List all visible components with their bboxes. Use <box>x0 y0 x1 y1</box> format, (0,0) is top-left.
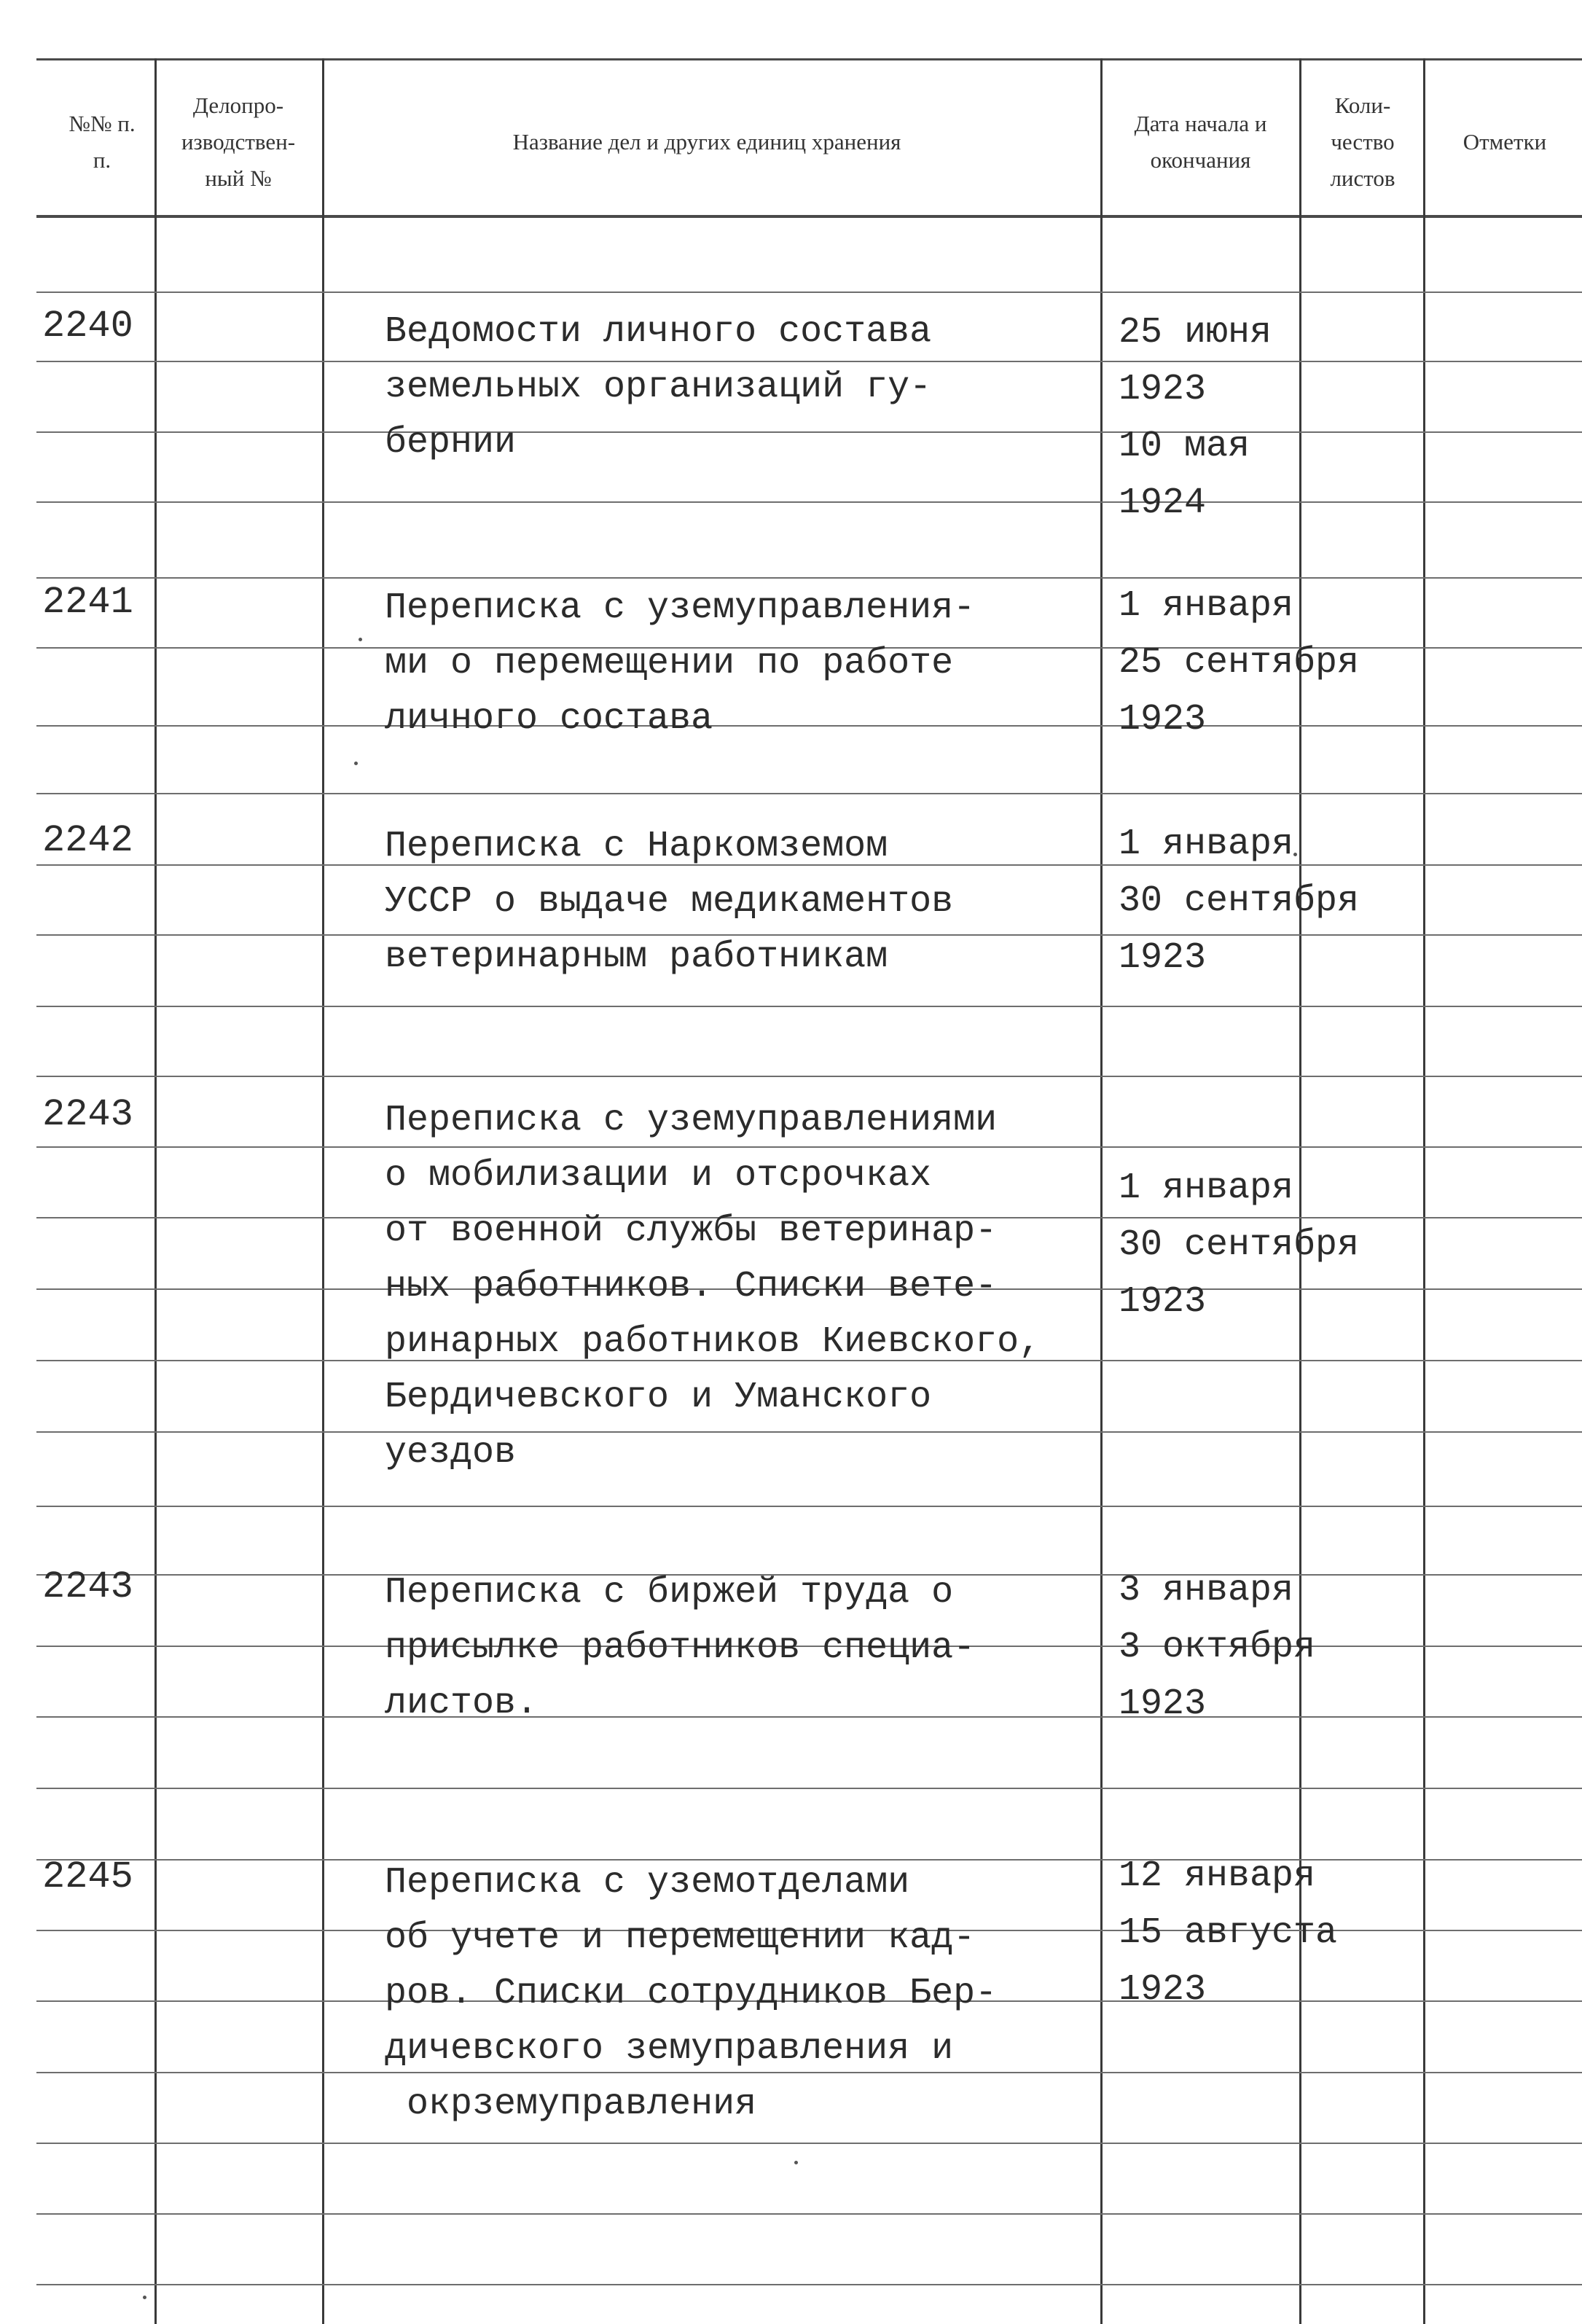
table-top-line <box>36 58 1582 60</box>
entry-date-line: 1 января <box>1119 823 1294 865</box>
entry-date-line: 1 января <box>1119 1167 1294 1209</box>
entry-title-line: ров. Списки сотрудников Бер- <box>385 1973 998 2014</box>
entry-title-line: Переписка с биржей труда о <box>385 1572 954 1613</box>
ruled-line <box>36 577 1582 579</box>
entry-date-line: 1923 <box>1119 937 1207 979</box>
ruled-line <box>36 1006 1582 1007</box>
ruled-line <box>36 1788 1582 1789</box>
entry-title-line: ветеринарным работникам <box>385 936 888 978</box>
scan-speck <box>354 762 358 765</box>
entry-title-line: ных работников. Списки вете- <box>385 1266 998 1307</box>
ruled-line <box>36 2213 1582 2215</box>
entry-title-line: ринарных работников Киевского, <box>385 1321 1041 1363</box>
entry-number: 2241 <box>42 581 133 624</box>
ruled-line <box>36 1716 1582 1718</box>
entry-title-line: Переписка с уземотделами <box>385 1862 910 1904</box>
entry-title-line: дичевского земуправления и <box>385 2028 954 2070</box>
entry-title-line: о мобилизации и отсрочках <box>385 1155 932 1197</box>
entry-title-line: Переписка с уземуправления- <box>385 587 976 629</box>
header-notes: Отметки <box>1462 129 1547 154</box>
ruled-line <box>36 292 1582 293</box>
entry-title-line: Переписка с уземуправлениями <box>385 1100 998 1141</box>
entry-date-line: 15 августа <box>1119 1912 1338 1954</box>
ruled-line <box>36 501 1582 503</box>
entry-number: 2240 <box>42 305 133 348</box>
header-sheets: Коли- чество листов <box>1330 93 1395 191</box>
entry-title-line: Ведомости личного состава <box>385 311 932 353</box>
ruled-line <box>36 725 1582 727</box>
entry-date-line: 25 сентября <box>1119 642 1360 684</box>
entry-date-line: 1 января <box>1119 585 1294 627</box>
scan-speck <box>1293 853 1297 856</box>
entry-date-line: 25 июня <box>1119 312 1272 353</box>
entry-number: 2243 <box>42 1565 133 1608</box>
column-divider <box>1423 58 1425 2324</box>
entry-date-line: 12 января <box>1119 1855 1316 1897</box>
ruled-line <box>36 431 1582 433</box>
ruled-line <box>36 2284 1582 2285</box>
entry-title-line: бернии <box>385 422 517 463</box>
header-office-number: Делопро- изводствен- ный № <box>181 93 296 191</box>
ruled-line <box>36 1076 1582 1077</box>
entry-title-line: присылке работников специа- <box>385 1627 976 1669</box>
ruled-line <box>36 1431 1582 1433</box>
entry-date-line: 3 октября <box>1119 1627 1316 1668</box>
ruled-line <box>36 793 1582 794</box>
entry-date-line: 3 января <box>1119 1570 1294 1611</box>
column-divider <box>1299 58 1301 2324</box>
entry-number: 2243 <box>42 1093 133 1136</box>
entry-title-line: окрземуправления <box>385 2084 757 2125</box>
header-dates: Дата начала и окончания <box>1134 111 1267 173</box>
entry-number: 2242 <box>42 819 133 862</box>
entry-title-line: УССР о выдаче медикаментов <box>385 881 954 923</box>
entry-date-line: 30 сентября <box>1119 880 1360 922</box>
header-bottom-line <box>36 215 1582 218</box>
entry-date-line: 1923 <box>1119 699 1207 740</box>
header-title: Название дел и других единиц хранения <box>512 129 901 154</box>
column-divider <box>154 58 157 2324</box>
scan-speck <box>794 2161 798 2164</box>
column-divider <box>322 58 324 2324</box>
entry-date-line: 1924 <box>1119 482 1207 524</box>
entry-title-line: земельных организаций гу- <box>385 367 932 408</box>
scan-speck <box>143 2296 146 2299</box>
entry-date-line: 1923 <box>1119 1969 1207 2011</box>
entry-date-line: 1923 <box>1119 1281 1207 1323</box>
ruled-line <box>36 1506 1582 1507</box>
entry-title-line: Бердичевского и Уманского <box>385 1377 932 1418</box>
entry-date-line: 1923 <box>1119 369 1207 410</box>
header-number: №№ п. п. <box>68 111 136 173</box>
entry-title-line: от военной службы ветеринар- <box>385 1210 998 1252</box>
entry-title-line: об учете и перемещении кад- <box>385 1917 976 1959</box>
column-divider <box>1100 58 1103 2324</box>
entry-date-line: 30 сентября <box>1119 1224 1360 1266</box>
ruled-line <box>36 2143 1582 2144</box>
entry-title-line: личного состава <box>385 698 713 740</box>
entry-title-line: уездов <box>385 1432 517 1474</box>
entry-date-line: 10 мая <box>1119 426 1250 467</box>
entry-title-line: листов. <box>385 1683 539 1724</box>
entry-title-line: Переписка с Наркомземом <box>385 826 888 867</box>
entry-date-line: 1923 <box>1119 1683 1207 1725</box>
entry-title-line: ми о перемещении по работе <box>385 643 954 684</box>
scan-speck <box>359 638 362 641</box>
entry-number: 2245 <box>42 1855 133 1898</box>
